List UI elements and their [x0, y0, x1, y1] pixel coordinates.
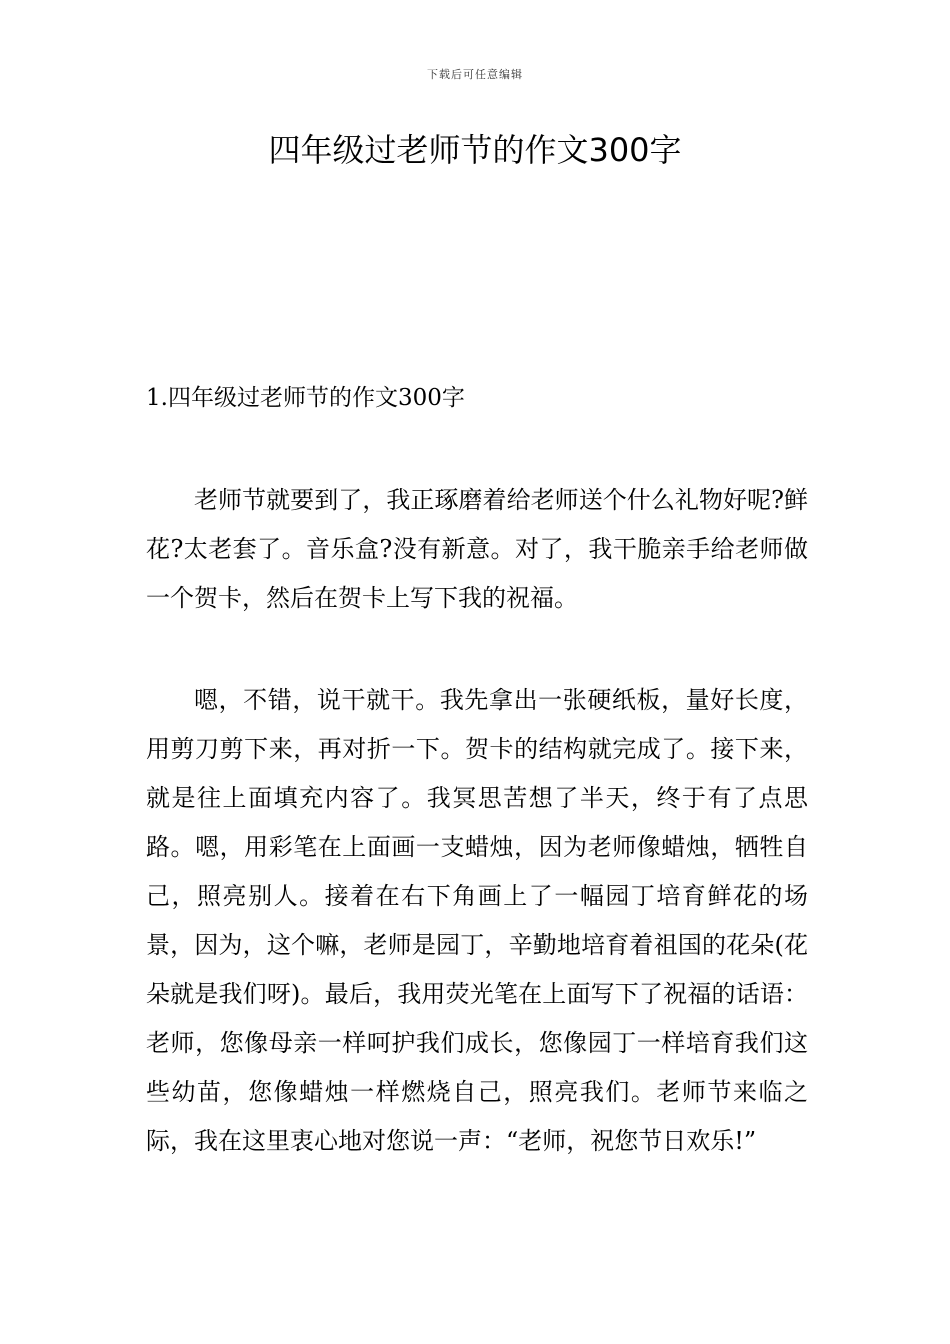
section-heading: 1.四年级过老师节的作文300字 [146, 385, 465, 411]
header-note: 下载后可任意编辑 [427, 68, 523, 81]
paragraph-1: 老师节就要到了，我正琢磨着给老师送个什么礼物好呢?鲜花?太老套了。音乐盒?没有新意。对了，我干脆亲手给老师做一个贺卡，然后在贺卡上写下我的祝福。 [146, 486, 808, 612]
document-title: 四年级过老师节的作文300字 [268, 131, 682, 169]
paragraph-2: 嗯，不错，说干就干。我先拿出一张硬纸板，量好长度，用剪刀剪下来，再对折一下。贺卡的结构就完成了。接下来，就是往上面填充内容了。我冥思苦想了半天，终于有了点思路。嗯，用彩笔在上面画一支蜡烛，因为老师像蜡烛，牺牲自己，照亮别人。接着在右下角画上了一幅园丁培育鲜花的场景，因为，这个嘛，老师是园丁，辛勤地培育着祖国的花朵(花朵就是我们呀)。最后，我用荧光笔在上面写下了祝福的话语：老师，您像母亲一样呵护我们成长，您像园丁一样培育我们这些幼苗，您像蜡烛一样燃烧自己，照亮我们。老师节来临之际，我在这里衷心地对您说一声：“老师，祝您节日欢乐!” [146, 686, 808, 1155]
